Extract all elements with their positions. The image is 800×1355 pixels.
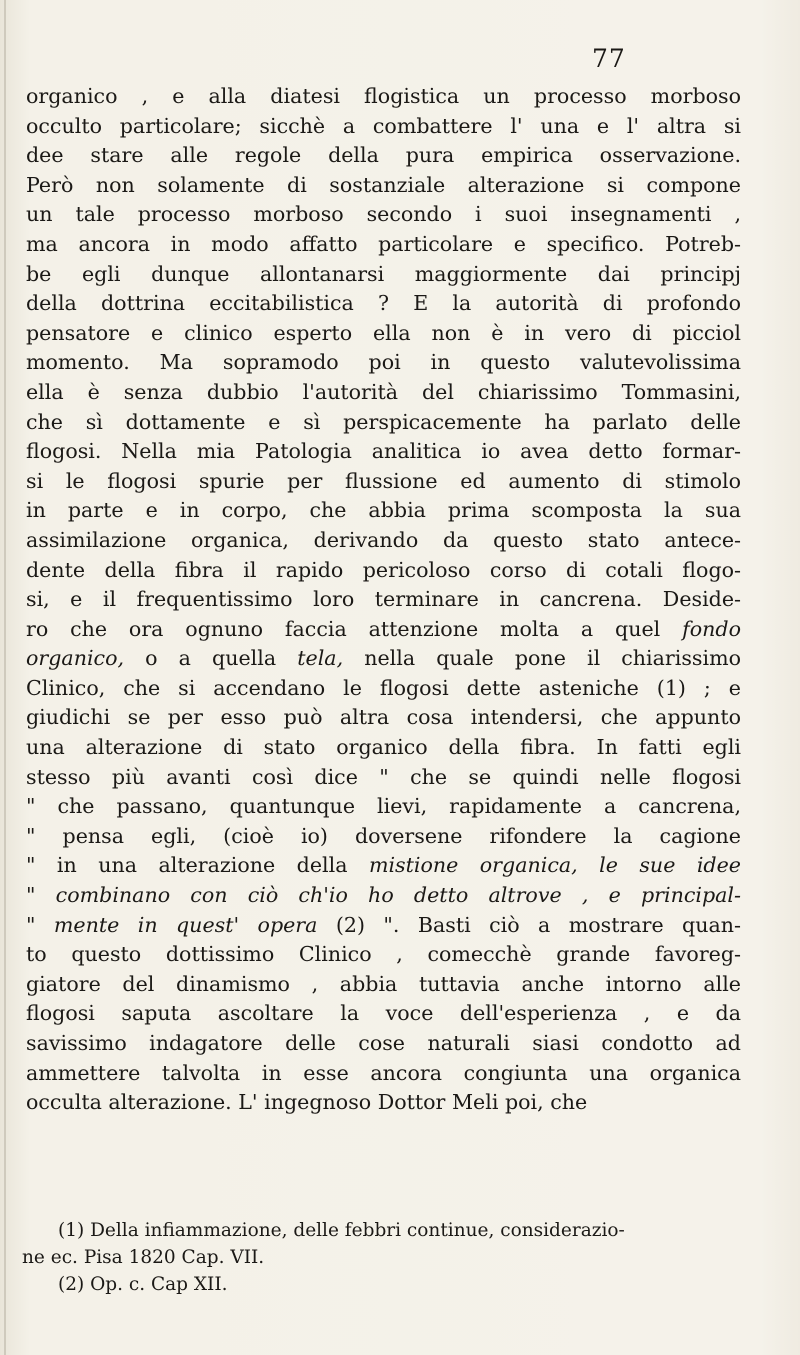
italic-term-tela: tela, [297, 646, 344, 671]
body-text [26, 82, 741, 1118]
text-line: assimilazione organica, derivando da questo stato antece- [26, 527, 741, 552]
text-line: savissimo indagatore delle cose naturali siasi condotto ad [26, 1031, 741, 1055]
text-line: ammettere talvolta in esse ancora congiunta una organica [26, 1060, 741, 1085]
text-line: dente della fibra il rapido pericoloso corso di cotali flogo- [26, 557, 741, 582]
footnote-1: (1) Della infiammazione, delle febbri continue, considerazio- [58, 1220, 625, 1241]
text-run: ro che ora ognuno faccia attenzione molta a quel [26, 616, 683, 641]
text-line: una alterazione di stato organico della fibra. In fatti egli [26, 735, 741, 760]
text-line: della dottrina eccitabilistica ? E la autorità di profondo [26, 291, 741, 316]
text-run: nella quale pone il chiarissimo [343, 646, 742, 671]
text-line: ma ancora in modo affatto particolare e specifico. Potreb- [26, 231, 741, 256]
text-line: " pensa egli, (cioè io) doversene rifondere la cagione [26, 823, 741, 848]
text-line: momento. Ma sopramodo poi in questo valutevolissima [26, 350, 741, 375]
text-line: occulta alterazione. L' ingegnoso Dottor Meli poi, che [26, 1090, 588, 1115]
text-line: un tale processo morboso secondo i suoi insegnamenti , [26, 202, 741, 227]
text-line: pensatore e clinico esperto ella non è in vero di picciol [26, 320, 741, 345]
italic-quote: combinano con ciò ch'io ho detto altrove , e principal- [55, 883, 741, 908]
text-line: organico , e alla diatesi flogistica un processo morboso [26, 84, 741, 108]
text-line: Però non solamente di sostanziale alterazione si compone [26, 172, 741, 197]
text-line: ella è senza dubbio l'autorità del chiarissimo Tommasini, [26, 379, 741, 404]
footnote-2: (2) Op. c. Cap XII. [58, 1274, 228, 1295]
text-line: che sì dottamente e sì perspicacemente ha parlato delle [26, 409, 741, 434]
text-line: stesso più avanti così dice " che se quindi nelle flogosi [26, 764, 741, 789]
text-run: o a quella [124, 646, 298, 671]
text-line: be egli dunque allontanarsi maggiormente dai principj [26, 261, 741, 286]
italic-term-fondo: fondo [682, 616, 741, 641]
text-line: in parte e in corpo, che abbia prima scomposta la sua [26, 498, 741, 523]
text-line [26, 851, 741, 881]
text-line [26, 911, 741, 941]
italic-term-organico: organico, [26, 646, 125, 671]
text-line: si, e il frequentissimo loro terminare in cancrena. Deside- [26, 587, 741, 612]
text-run: " in una alterazione della [26, 853, 369, 878]
text-line: to questo dottissimo Clinico , comecchè grande favoreg- [26, 942, 741, 967]
text-run: " [26, 883, 56, 908]
text-run: (2) ". Basti ciò a mostrare quan- [317, 912, 741, 937]
text-line [26, 644, 741, 674]
text-run: " [26, 912, 54, 937]
text-line: Clinico, che si accendano le flogosi dette asteniche (1) ; e [26, 675, 741, 700]
text-line [26, 881, 741, 911]
text-line: giatore del dinamismo , abbia tuttavia anche intorno alle [26, 971, 741, 996]
italic-quote: mente in quest' opera [53, 912, 318, 937]
text-line: " che passano, quantunque lievi, rapidamente a cancrena, [26, 794, 741, 819]
text-line: giudichi se per esso può altra cosa intendersi, che appunto [26, 705, 741, 730]
page-number: 77 [592, 44, 626, 73]
text-line: occulto particolare; sicchè a combattere l' una e l' altra si [26, 113, 741, 138]
text-line: flogosi saputa ascoltare la voce dell'esperienza , e da [26, 1001, 741, 1026]
italic-quote: mistione organica, le sue idee [368, 853, 741, 878]
text-line: flogosi. Nella mia Patologia analitica io avea detto formar- [26, 439, 741, 464]
page-gutter [4, 0, 6, 1355]
text-line: dee stare alle regole della pura empirica osservazione. [26, 143, 741, 168]
footnote-1-continuation: ne ec. Pisa 1820 Cap. VII. [22, 1247, 265, 1268]
footnotes [22, 1217, 738, 1298]
text-line [26, 615, 741, 645]
text-line: si le flogosi spurie per flussione ed aumento di stimolo [26, 468, 741, 493]
